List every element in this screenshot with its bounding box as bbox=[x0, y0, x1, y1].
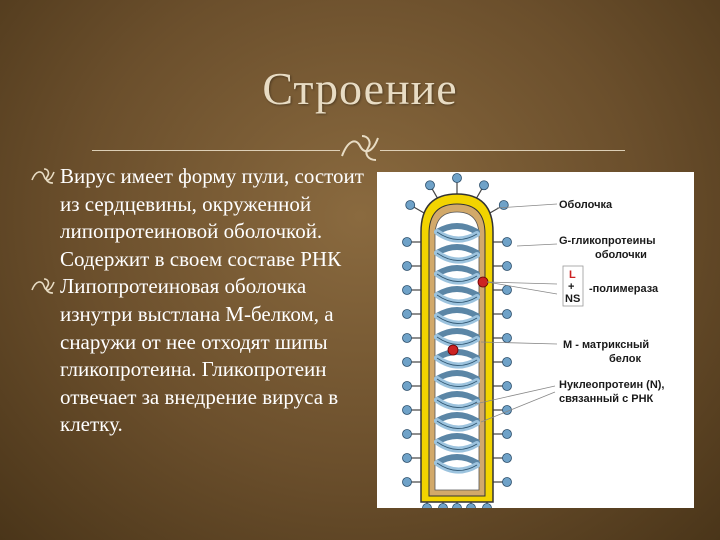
spike-head bbox=[503, 478, 512, 487]
bullet-flourish-icon bbox=[30, 166, 56, 186]
label-nucleoprotein-line1: Нуклеопротеин (N), bbox=[559, 379, 665, 391]
spike-head bbox=[403, 310, 412, 319]
label-matrix-line1: М - матриксный bbox=[563, 339, 650, 351]
spike-head bbox=[403, 334, 412, 343]
spike-head bbox=[453, 504, 462, 509]
bullet-item bbox=[30, 273, 375, 439]
spike-head bbox=[403, 286, 412, 295]
spike-head bbox=[426, 181, 435, 190]
spike-head bbox=[503, 358, 512, 367]
spike-head bbox=[503, 430, 512, 439]
spike-head bbox=[503, 454, 512, 463]
virus-diagram-svg bbox=[377, 172, 694, 508]
spike-head bbox=[403, 430, 412, 439]
label-glycoprotein-line1: G-гликопротеины bbox=[559, 235, 656, 247]
spike-head bbox=[439, 504, 448, 509]
label-envelope: Оболочка bbox=[559, 199, 613, 211]
spike-head bbox=[403, 382, 412, 391]
spike-head bbox=[503, 310, 512, 319]
spike-head bbox=[406, 201, 415, 210]
spike-head bbox=[480, 181, 489, 190]
spike-head bbox=[403, 262, 412, 271]
label-l: L bbox=[569, 269, 576, 281]
spike-head bbox=[503, 286, 512, 295]
spike-head bbox=[423, 504, 432, 509]
spike-head bbox=[403, 454, 412, 463]
flourish-icon bbox=[338, 130, 384, 166]
spike-head bbox=[467, 504, 476, 509]
label-glycoprotein-line2: оболочки bbox=[595, 249, 647, 261]
virus-diagram bbox=[377, 172, 694, 508]
spike-head bbox=[503, 262, 512, 271]
bullet-flourish-icon bbox=[30, 276, 56, 296]
spike-head bbox=[403, 358, 412, 367]
label-ns: NS bbox=[565, 293, 581, 305]
spike-head bbox=[403, 406, 412, 415]
spike-head bbox=[483, 504, 492, 509]
title-divider-right bbox=[380, 150, 625, 151]
spike-head bbox=[403, 478, 412, 487]
label-nucleoprotein-line2: связанный с РНК bbox=[559, 393, 654, 405]
polymerase-dot bbox=[448, 345, 458, 355]
bullet-item bbox=[30, 163, 375, 273]
bullet-text: Вирус имеет форму пули, состоит из сердцевины, окруженной липопротеиновой оболочкой. Содержит в своем составе РНК bbox=[60, 164, 364, 271]
spike-head bbox=[503, 238, 512, 247]
label-plus: + bbox=[568, 281, 575, 293]
polymerase-dot bbox=[478, 277, 488, 287]
label-matrix-line2: белок bbox=[609, 353, 641, 365]
title-divider-left bbox=[92, 150, 340, 151]
bullet-list bbox=[30, 163, 375, 439]
spike-head bbox=[503, 382, 512, 391]
label-polymerase: -полимераза bbox=[589, 283, 659, 295]
bullet-text: Липопротеиновая оболочка изнутри выстлана М-белком, а снаружи от нее отходят шипы гликопротеина. Гликопротеин отвечает за внедрение вируса в клетку. bbox=[60, 274, 339, 437]
spike-head bbox=[453, 174, 462, 183]
spike-head bbox=[503, 334, 512, 343]
spike-head bbox=[403, 238, 412, 247]
slide-title: Строение bbox=[262, 63, 458, 114]
